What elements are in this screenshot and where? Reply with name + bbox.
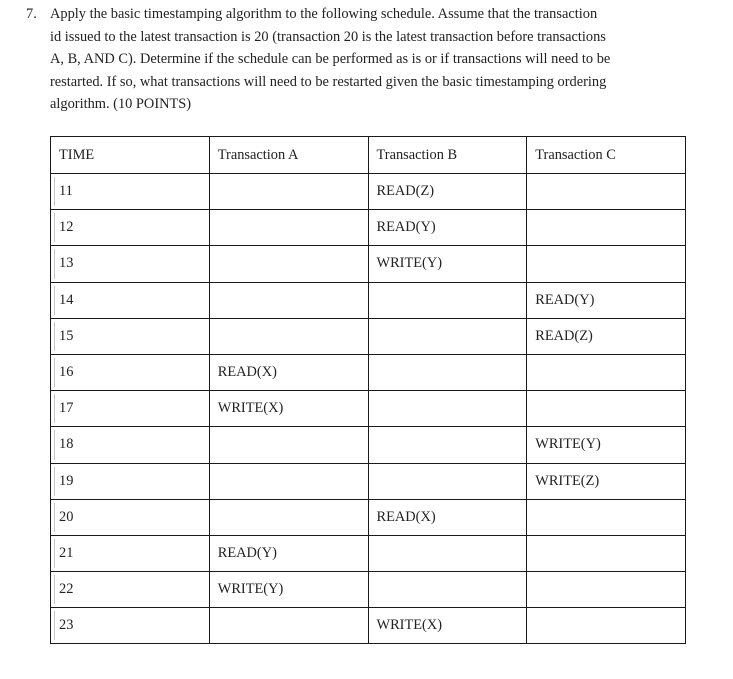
time-cell: 12 xyxy=(51,210,210,246)
transaction-a-cell: WRITE(X) xyxy=(209,391,368,427)
transaction-a-cell: WRITE(Y) xyxy=(209,572,368,608)
table-row xyxy=(51,282,686,318)
transaction-b-cell xyxy=(368,427,527,463)
transaction-b-cell: READ(X) xyxy=(368,499,527,535)
transaction-b-cell: WRITE(X) xyxy=(368,608,527,644)
header-time: TIME xyxy=(51,137,210,174)
transaction-b-cell xyxy=(368,354,527,390)
table-row xyxy=(51,499,686,535)
time-cell: 21 xyxy=(51,535,210,571)
question-text xyxy=(50,3,706,116)
transaction-c-cell: READ(Y) xyxy=(527,282,686,318)
transaction-c-cell xyxy=(527,246,686,282)
transaction-c-cell: WRITE(Z) xyxy=(527,463,686,499)
transaction-b-cell xyxy=(368,318,527,354)
transaction-a-cell xyxy=(209,608,368,644)
transaction-b-cell xyxy=(368,391,527,427)
question-number: 7. xyxy=(26,6,37,22)
transaction-a-cell xyxy=(209,174,368,210)
table-row xyxy=(51,535,686,571)
transaction-b-cell xyxy=(368,463,527,499)
transaction-c-cell xyxy=(527,572,686,608)
transaction-a-cell xyxy=(209,282,368,318)
table-row xyxy=(51,210,686,246)
question-line: id issued to the latest transaction is 20 (transaction 20 is the latest transaction before transactions xyxy=(50,28,606,45)
question-block xyxy=(26,3,706,116)
header-transaction-b: Transaction B xyxy=(368,137,527,174)
transaction-c-cell xyxy=(527,608,686,644)
transaction-b-cell xyxy=(368,282,527,318)
time-cell: 14 xyxy=(51,282,210,318)
transaction-b-cell: WRITE(Y) xyxy=(368,246,527,282)
table-row xyxy=(51,572,686,608)
transaction-c-cell xyxy=(527,354,686,390)
time-cell: 23 xyxy=(51,608,210,644)
table-row xyxy=(51,174,686,210)
time-cell: 11 xyxy=(51,174,210,210)
question-line: A, B, AND C). Determine if the schedule can be performed as is or if transactions will need to be xyxy=(50,51,611,68)
transaction-a-cell xyxy=(209,427,368,463)
transaction-b-cell xyxy=(368,572,527,608)
transaction-c-cell xyxy=(527,391,686,427)
transaction-a-cell xyxy=(209,246,368,282)
transaction-a-cell xyxy=(209,318,368,354)
question-line: Apply the basic timestamping algorithm to the following schedule. Assume that the transaction xyxy=(50,6,598,22)
time-cell: 20 xyxy=(51,499,210,535)
question-line: restarted. If so, what transactions will need to be restarted given the basic timestamping ordering xyxy=(50,73,607,90)
question-line: algorithm. (10 POINTS) xyxy=(50,96,192,113)
transaction-c-cell xyxy=(527,210,686,246)
time-cell: 18 xyxy=(51,427,210,463)
table-row xyxy=(51,391,686,427)
table-row xyxy=(51,246,686,282)
transaction-a-cell xyxy=(209,210,368,246)
transaction-c-cell xyxy=(527,499,686,535)
time-cell: 19 xyxy=(51,463,210,499)
table-row xyxy=(51,608,686,644)
schedule-table xyxy=(50,136,686,644)
table-row xyxy=(51,463,686,499)
transaction-a-cell: READ(Y) xyxy=(209,535,368,571)
time-cell: 17 xyxy=(51,391,210,427)
transaction-c-cell xyxy=(527,535,686,571)
header-transaction-c: Transaction C xyxy=(527,137,686,174)
transaction-b-cell xyxy=(368,535,527,571)
table-row xyxy=(51,427,686,463)
transaction-a-cell: READ(X) xyxy=(209,354,368,390)
time-cell: 15 xyxy=(51,318,210,354)
transaction-a-cell xyxy=(209,463,368,499)
time-cell: 16 xyxy=(51,354,210,390)
table-row xyxy=(51,354,686,390)
transaction-c-cell: READ(Z) xyxy=(527,318,686,354)
transaction-c-cell: WRITE(Y) xyxy=(527,427,686,463)
transaction-c-cell xyxy=(527,174,686,210)
time-cell: 22 xyxy=(51,572,210,608)
transaction-b-cell: READ(Z) xyxy=(368,174,527,210)
header-row xyxy=(51,137,686,174)
header-transaction-a: Transaction A xyxy=(209,137,368,174)
time-cell: 13 xyxy=(51,246,210,282)
transaction-b-cell: READ(Y) xyxy=(368,210,527,246)
table-row xyxy=(51,318,686,354)
transaction-a-cell xyxy=(209,499,368,535)
